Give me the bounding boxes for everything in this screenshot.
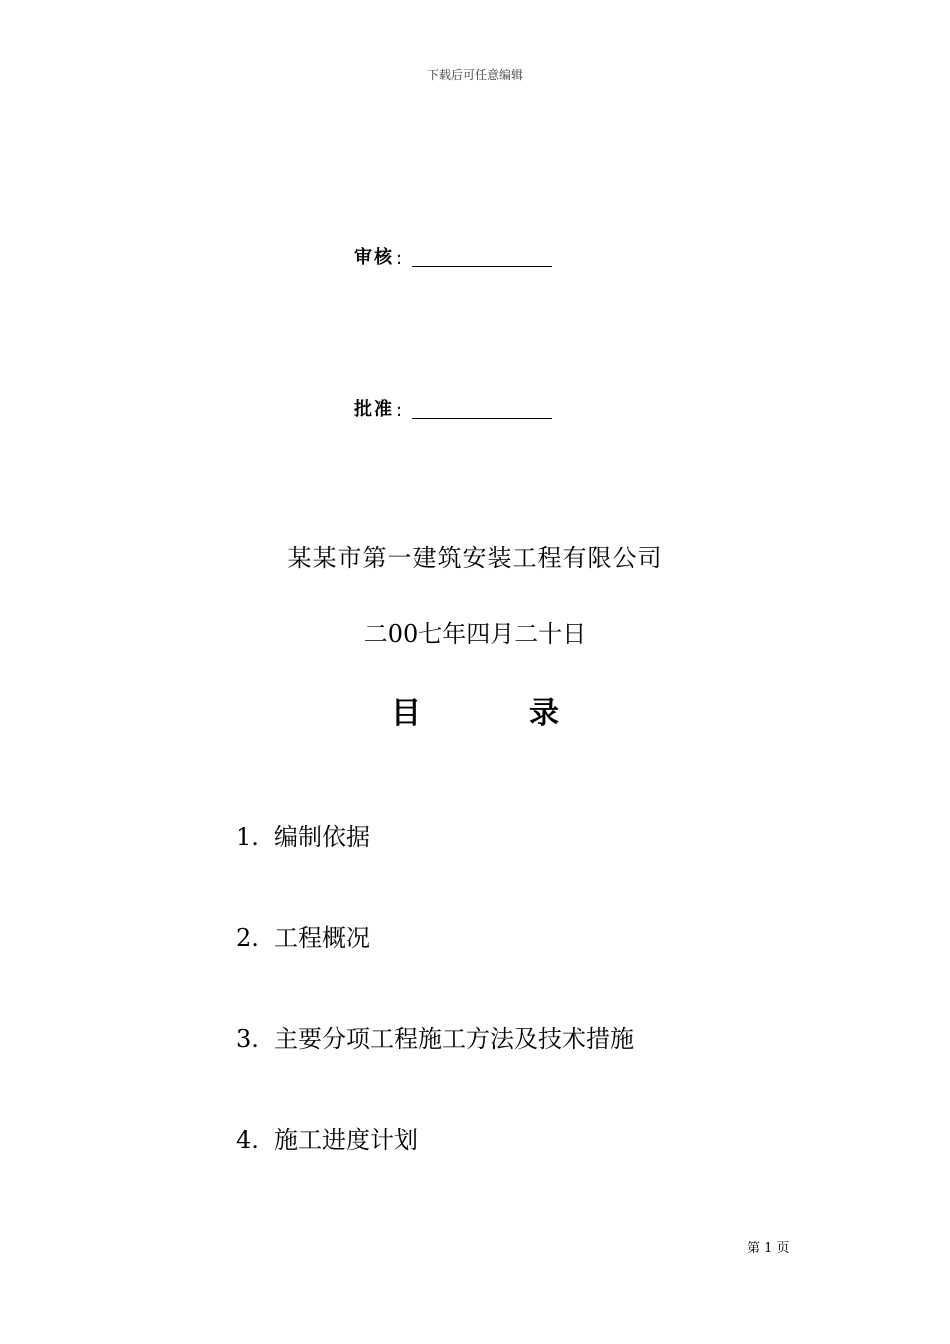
toc-title-char-2: 录 (529, 696, 559, 731)
toc-item-4[interactable] (236, 1123, 634, 1224)
toc-list (236, 820, 634, 1224)
toc-item-3[interactable] (236, 1022, 634, 1123)
toc-item-1[interactable] (236, 820, 634, 921)
toc-item-2[interactable] (236, 921, 634, 1022)
approve-colon: : (396, 400, 403, 421)
company-name: 某某市第一建筑安装工程有限公司 (287, 544, 663, 572)
review-signature-line (412, 266, 552, 267)
toc-item-number: 4. (236, 1126, 259, 1154)
approve-signature-row (354, 395, 552, 421)
toc-item-number: 3. (236, 1025, 259, 1053)
header-note: 下载后可任意编辑 (426, 68, 523, 82)
toc-title-char-1: 目 (391, 696, 421, 731)
toc-item-number: 1. (236, 823, 259, 851)
document-date: 二00七年四月二十日 (363, 620, 587, 648)
toc-item-text: 工程概况 (274, 924, 370, 952)
toc-item-text: 施工进度计划 (274, 1126, 418, 1154)
approve-label: 批准 (354, 399, 394, 420)
approve-signature-line (412, 418, 552, 419)
toc-item-number: 2. (236, 924, 259, 952)
toc-item-text: 主要分项工程施工方法及技术措施 (274, 1025, 634, 1053)
toc-title (0, 688, 950, 732)
review-label: 审核 (354, 247, 394, 268)
review-colon: : (396, 248, 403, 269)
toc-item-text: 编制依据 (274, 823, 370, 851)
page-number: 第 1 页 (747, 1241, 790, 1256)
review-signature-row (354, 243, 552, 269)
